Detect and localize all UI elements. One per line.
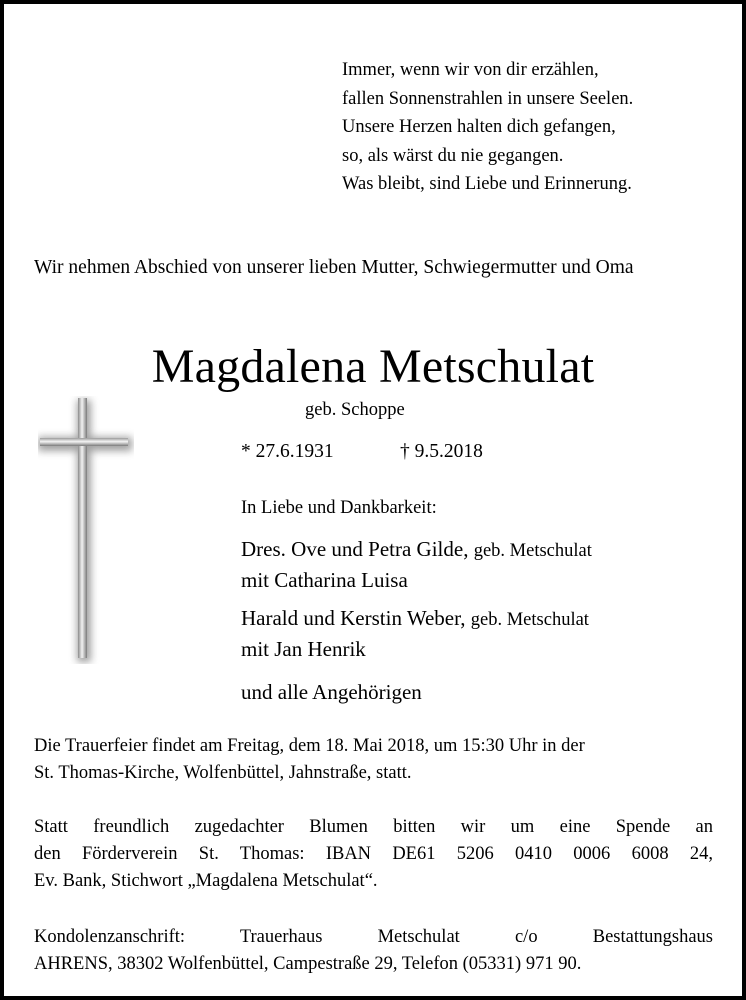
- deceased-name: Magdalena Metschulat: [151, 340, 595, 393]
- donation-line: den Förderverein St. Thomas: IBAN DE61 5206 0410 0006 6008 24,: [34, 844, 713, 864]
- poem-line: fallen Sonnenstrahlen in unsere Seelen.: [342, 88, 634, 109]
- mourner-note: geb. Metschulat: [470, 610, 589, 630]
- intro-text: Wir nehmen Abschied von unserer lieben Mutter, Schwiegermutter und Oma: [34, 257, 634, 278]
- mourner-line: [241, 534, 592, 566]
- poem-line: Was bleibt, sind Liebe und Erinnerung.: [342, 174, 632, 194]
- cross-icon: [38, 396, 134, 664]
- funeral-line: Die Trauerfeier findet am Freitag, dem 18. Mai 2018, um 15:30 Uhr in der: [34, 736, 585, 756]
- mourner-names: Dres. Ove und Petra Gilde,: [241, 537, 469, 561]
- mourner-note: geb. Metschulat: [473, 541, 592, 561]
- poem-line: Immer, wenn wir von dir erzählen,: [342, 60, 599, 80]
- mourner-names: Harald und Kerstin Weber,: [241, 606, 466, 630]
- condolence-line: AHRENS, 38302 Wolfenbüttel, Campestraße 29, Telefon (05331) 971 90.: [34, 954, 582, 974]
- mourner-children: mit Catharina Luisa: [241, 568, 408, 592]
- donation-line: Ev. Bank, Stichwort „Magdalena Metschulat“.: [34, 871, 378, 891]
- poem-line: so, als wärst du nie gegangen.: [342, 145, 564, 166]
- mourner-line: [241, 603, 589, 635]
- maiden-name: geb. Schoppe: [305, 400, 405, 420]
- death-date: † 9.5.2018: [400, 441, 483, 462]
- donation-line: Statt freundlich zugedachter Blumen bitten wir um eine Spende an: [34, 817, 713, 837]
- funeral-line: St. Thomas-Kirche, Wolfenbüttel, Jahnstraße, statt.: [34, 763, 412, 783]
- mourner-children: mit Jan Henrik: [241, 637, 366, 661]
- relatives-line: und alle Angehörigen: [241, 680, 422, 704]
- memorial-poem: [342, 56, 633, 199]
- birth-date: * 27.6.1931: [241, 441, 334, 462]
- condolence-address: [34, 924, 713, 978]
- donation-info: [34, 814, 713, 895]
- condolence-line: Kondolenzanschrift: Trauerhaus Metschulat c/o Bestattungshaus: [34, 927, 713, 947]
- thanks-heading: In Liebe und Dankbarkeit:: [241, 498, 437, 518]
- funeral-info: [34, 733, 713, 787]
- poem-line: Unsere Herzen halten dich gefangen,: [342, 117, 616, 137]
